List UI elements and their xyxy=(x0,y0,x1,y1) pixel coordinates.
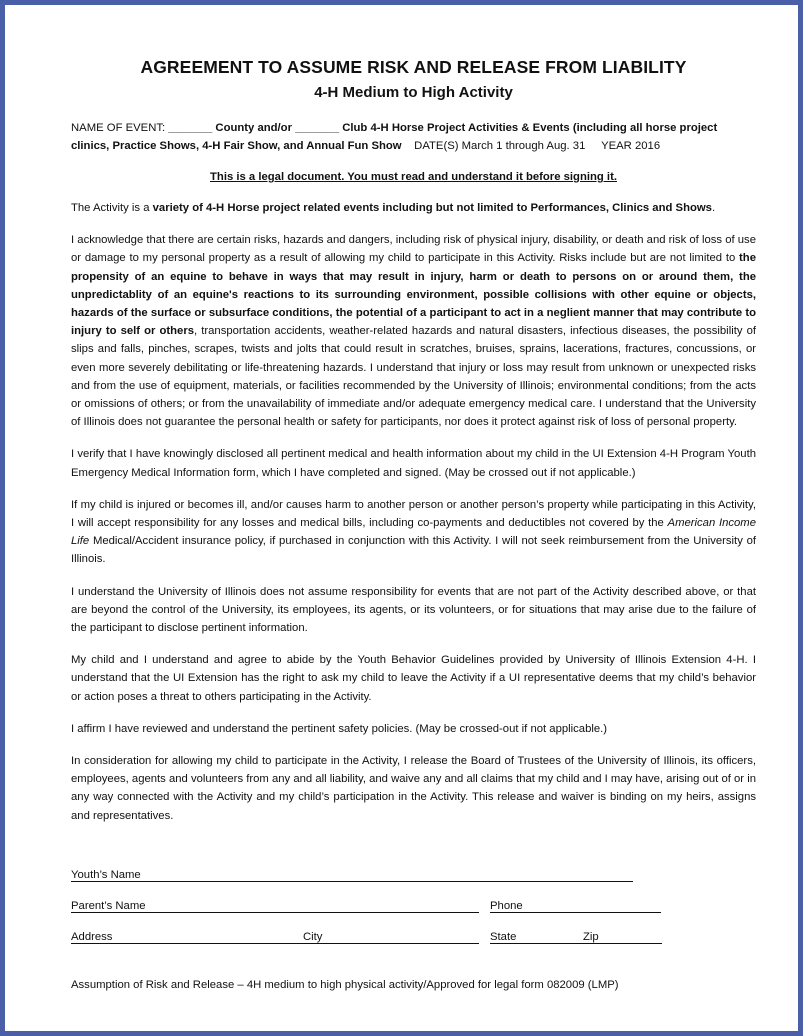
risk-text-rest: , transportation accidents, weather-related hazards and natural disasters, infectious diseases, the possibility of slips and falls, pinches, scrapes, twists and jolts that could result in scratches, bruises, sprains, lacerations, fractures, concussions, or even more severely debilitating or life-threatening hazards. I understand that injury or loss may result from unknown or unexpected risks and from the use of equipment, materials, or facilities recommended by the University of Illinois; environmental conditions; from the acts or omissions of others; or from the unavailability of immediate and/or adequate emergency medical care. I understand that the University of Illinois does not guarantee the personal health or safety for participants, nor does it protect against risk of loss of personal property. xyxy=(71,325,756,429)
document-page xyxy=(5,5,798,1031)
injury-text-intro: If my child is injured or becomes ill, and/or causes harm to another person or another person’s property while participating in this Activity, I will accept responsibility for any losses and medical bills, including co-payments and deductibles not covered by the xyxy=(71,498,756,530)
event-label: NAME OF EVENT: xyxy=(71,122,166,134)
youth-name-line[interactable] xyxy=(71,881,633,882)
address-label: Address xyxy=(71,931,113,943)
zip-line[interactable] xyxy=(583,943,662,944)
insurer-name: American Income Life xyxy=(71,517,756,548)
activity-description: variety of 4-H Horse project related events including but not limited to Performances, Clinics and Shows xyxy=(152,202,712,214)
release-paragraph: In consideration for allowing my child to participate in the Activity, I release the Board of Trustees of the University of Illinois, its officers, employees, agents and volunteers from any and all liability, and waive any and all claims that my child and I may have, arising out of or in any way connected with the Activity and my child’s participation in the Activity. This release and waiver is binding on my heirs, assigns and representatives. xyxy=(71,755,756,822)
phone-line[interactable] xyxy=(490,912,661,913)
phone-label: Phone xyxy=(490,900,523,912)
risk-equine-bold: the propensity of an equine to behave in ways that may result in injury, harm or death to persons on or around them, the unpredictablity of an equine's reactions to its surrounding environment, possible collisions with other equine or objects, hazards of the surface or subsurface conditions, the potential of a participant to act in a neglient manner that may contribute to injury to self or others xyxy=(71,252,756,338)
injury-responsibility-paragraph xyxy=(71,496,756,569)
document-subtitle: 4-H Medium to High Activity xyxy=(314,84,513,101)
address-line[interactable] xyxy=(71,943,479,944)
document-body xyxy=(71,55,756,825)
state-label: State xyxy=(490,931,517,943)
city-label: City xyxy=(303,931,323,943)
event-name: _______ County and/or _______ Club 4-H Horse Project Activities & Events (including all horse project clinics, Practice Shows, 4-H Fair Show, and Annual Fun Show xyxy=(71,122,718,152)
youth-name-label: Youth’s Name xyxy=(71,869,141,881)
event-info xyxy=(71,119,756,155)
injury-text-rest: Medical/Accident insurance policy, if purchased in conjunction with this Activity. I will not seek reimbursement from the University of Illinois. xyxy=(71,535,756,566)
activity-text: The Activity is a xyxy=(71,202,153,214)
risk-paragraph xyxy=(71,231,756,431)
medical-disclosure-paragraph: I verify that I have knowingly disclosed all pertinent medical and health information about my child in the UI Extension 4-H Program Youth Emergency Medical Information form, which I have completed and signed. (May be crossed out if not applicable.) xyxy=(71,448,756,479)
university-responsibility-paragraph: I understand the University of Illinois does not assume responsibility for events that are not part of the Activity described above, or that are beyond the control of the University, its employees, its agents, or its volunteers, or for situations that may arise due to the failure of the participant to disclose pertinent information. xyxy=(71,585,756,635)
event-dates: DATE(S) March 1 through Aug. 31 xyxy=(414,140,586,152)
zip-label: Zip xyxy=(583,931,599,943)
behavior-guidelines-paragraph: My child and I understand and agree to abide by the Youth Behavior Guidelines provided by University of Illinois Extension 4-H. I understand that the UI Extension has the right to ask my child to leave the Activity if a UI representative deems that my child’s behavior or action poses a threat to others participating in the Activity. xyxy=(71,654,756,703)
safety-policies-paragraph: I affirm I have reviewed and understand the pertinent safety policies. (May be crossed-out if not applicable.) xyxy=(71,722,608,735)
form-footer: Assumption of Risk and Release – 4H medium to high physical activity/Approved for legal form 082009 (LMP) xyxy=(71,979,619,991)
legal-notice: This is a legal document. You must read and understand it before signing it. xyxy=(210,171,617,183)
parent-name-label: Parent’s Name xyxy=(71,900,146,912)
event-year: YEAR 2016 xyxy=(601,140,661,152)
risk-text-intro: I acknowledge that there are certain risks, hazards and dangers, including risk of physical injury, disability, or death and risk of loss of use or damage to my personal property as a result of allowing my child to participate in this Activity. Risks include but are not limited to xyxy=(71,234,756,265)
document-title: AGREEMENT TO ASSUME RISK AND RELEASE FROM LIABILITY xyxy=(140,57,687,77)
state-line[interactable] xyxy=(490,943,583,944)
activity-paragraph xyxy=(71,199,756,217)
parent-name-line[interactable] xyxy=(71,912,479,913)
activity-period: . xyxy=(711,202,716,214)
